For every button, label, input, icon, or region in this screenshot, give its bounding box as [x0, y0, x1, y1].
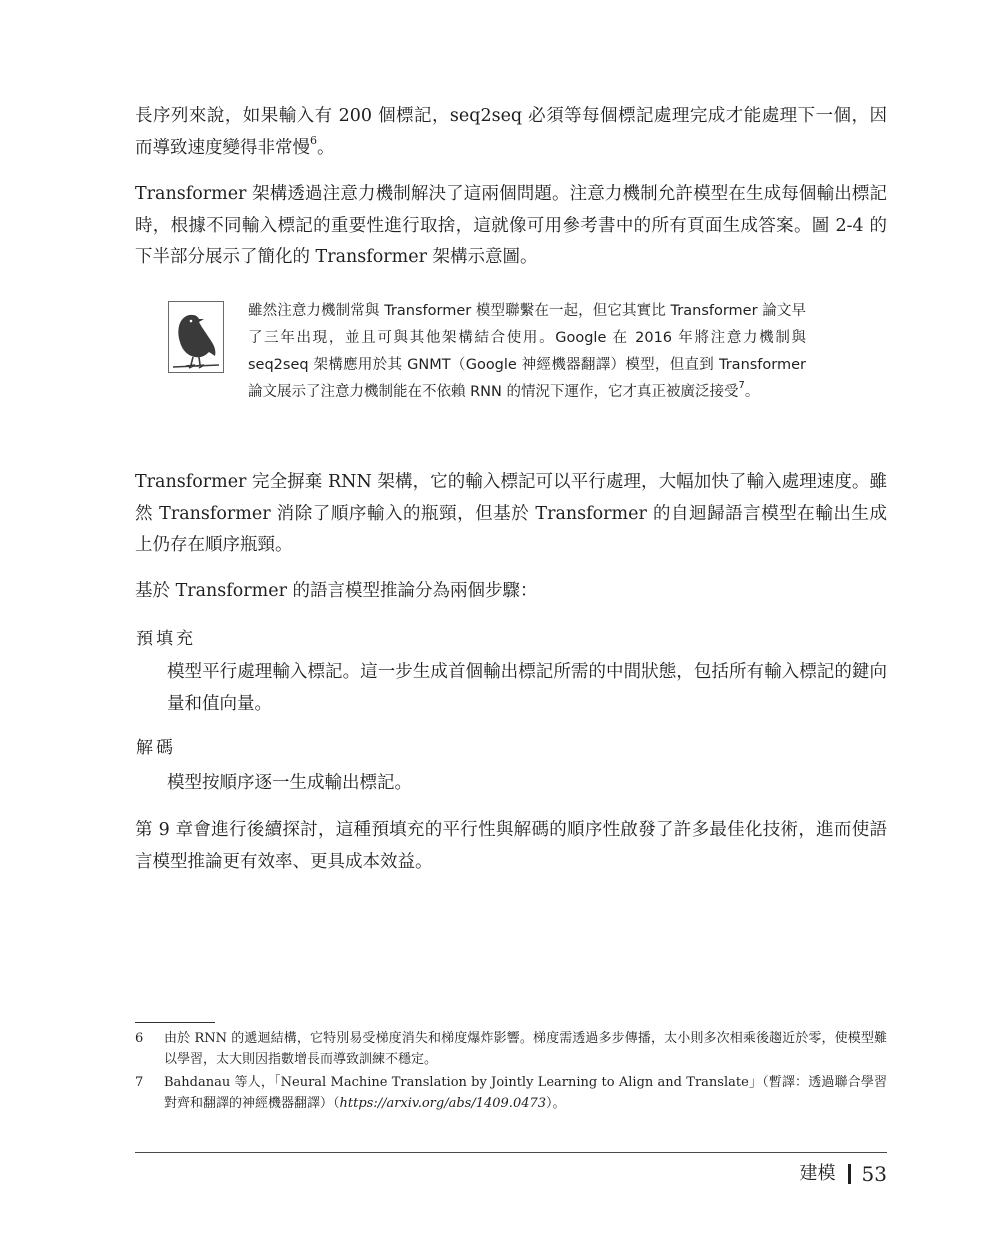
step-definition-prefill: [167, 657, 887, 720]
paragraph-3-text: Transformer 完全摒棄 RNN 架構，它的輸入標記可以平行處理，大幅加快了輸入處理速度。雖然 Transformer 消除了順序輸入的瓶頸，但基於 Transformer 的自迴歸語言模型在輸出生成上仍存在順序瓶頸。: [135, 472, 887, 555]
footnote-7-end: ）。: [546, 1096, 566, 1111]
step-term-decode: 解碼: [136, 738, 176, 758]
folio-separator: [848, 1164, 851, 1184]
page-number: 53: [861, 1162, 887, 1186]
footnote-ref-6[interactable]: 6: [310, 133, 317, 147]
note-text: 雖然注意力機制常與 Transformer 模型聯繫在一起，但它其實比 Transformer 論文早了三年出現，並且可與其他架構結合使用。Google 在 2016 年將注意力機制與 seq2seq 架構應用於其 GNMT（Google 神經機器翻譯）模型，但直到 Transformer 論文展示了注意力機制能在不依賴 RNN 的情況下運作，它才真正被廣泛接受: [248, 303, 806, 400]
section-name: 建模: [799, 1163, 836, 1184]
footnote-7: [135, 1072, 887, 1114]
paragraph-1-text: 長序列來說，如果輸入有 200 個標記，seq2seq 必須等每個標記處理完成才能處理下一個，因而導致速度變得非常慢: [135, 106, 887, 158]
step-definition-prefill-text: 模型平行處理輸入標記。這一步生成首個輸出標記所需的中間狀態，包括所有輸入標記的鍵向量和值向量。: [167, 662, 887, 714]
footnote-7-link[interactable]: https://arxiv.org/abs/1409.0473: [339, 1096, 547, 1111]
paragraph-5-text: 第 9 章會進行後續探討，這種預填充的平行性與解碼的順序性啟發了許多最佳化技術，進而使語言模型推論更有效率、更具成本效益。: [135, 820, 887, 872]
footnote-7-number: 7: [135, 1075, 144, 1090]
paragraph-4-text: 基於 Transformer 的語言模型推論分為兩個步驟：: [135, 581, 538, 601]
note-text-block: [248, 298, 806, 406]
footnote-divider: [135, 1022, 215, 1023]
paragraph-4: [135, 576, 887, 608]
step-definition-decode-text: 模型按順序逐一生成輸出標記。: [167, 773, 412, 793]
paragraph-1-end: 。: [317, 137, 335, 158]
footnote-7-body: [164, 1072, 887, 1114]
step-definition-decode: [167, 768, 887, 800]
note-box: [168, 298, 808, 438]
crow-icon: [168, 301, 224, 373]
note-end: 。: [744, 384, 760, 400]
paragraph-3: [135, 467, 887, 562]
paragraph-2: [135, 179, 887, 274]
paragraph-1: [135, 101, 887, 164]
footnote-ref-7[interactable]: 7: [738, 380, 745, 391]
paragraph-2-text: Transformer 架構透過注意力機制解決了這兩個問題。注意力機制允許模型在生成每個輸出標記時，根據不同輸入標記的重要性進行取捨，這就像可用參考書中的所有頁面生成答案。圖 2-4 的下半部分展示了簡化的 Transformer 架構示意圖。: [135, 184, 887, 267]
footnote-6: [135, 1028, 887, 1070]
footer-divider: [135, 1152, 887, 1153]
paragraph-5: [135, 815, 887, 878]
footnote-7-text: Bahdanau 等人，「Neural Machine Translation by Jointly Learning to Align and Translate」（暫譯：透過聯合學習對齊和翻譯的神經機器翻譯）（: [164, 1075, 887, 1111]
footnote-6-number: 6: [135, 1031, 144, 1046]
footnote-6-text: 由於 RNN 的遞迴結構，它特別易受梯度消失和梯度爆炸影響。梯度需透過多步傳播，太小則多次相乘後趨近於零，使模型難以學習，太大則因指數增長而導致訓練不穩定。: [164, 1031, 887, 1067]
page-footer: [800, 1162, 887, 1186]
step-term-prefill: 預填充: [136, 629, 196, 649]
